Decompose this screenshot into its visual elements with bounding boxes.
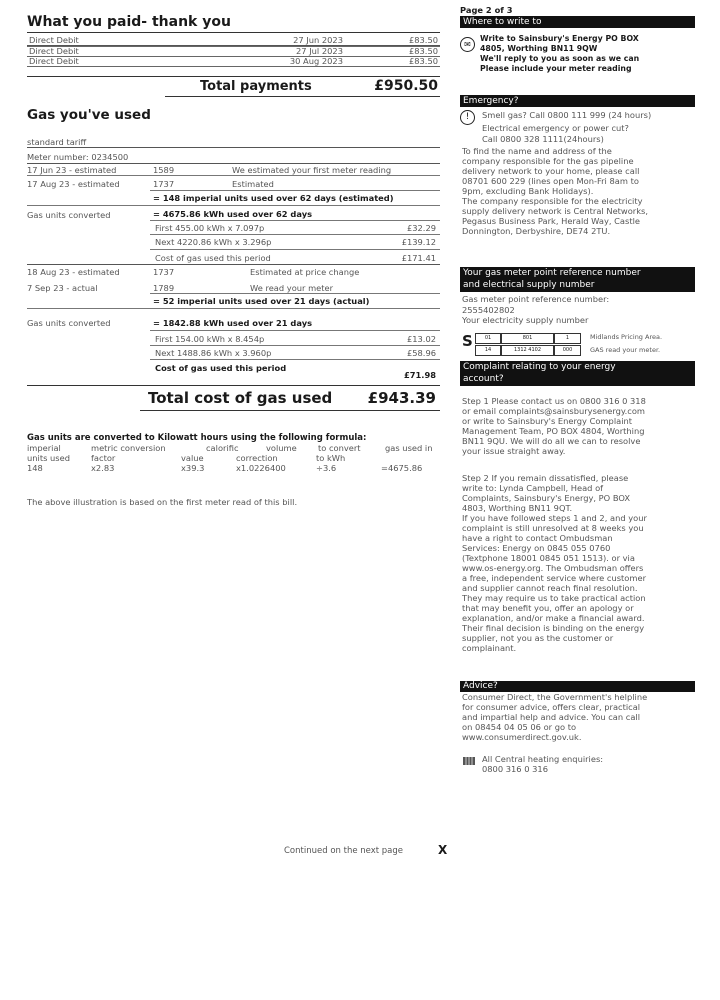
text-line: explanation, and/or make a financial award.	[462, 613, 645, 623]
cost-label: Cost of gas used this period	[155, 253, 271, 263]
text-line: They may require us to take practical action	[462, 593, 646, 603]
text-line: www.os-energy.org. The Ombudsman offers	[462, 563, 644, 573]
divider	[27, 66, 440, 67]
divider	[150, 249, 440, 250]
divider	[150, 345, 440, 346]
divider	[27, 205, 440, 206]
text-line: delivery network to your home, please call	[462, 166, 640, 176]
text-line: (Textphone 18001 0845 051 1513). or via	[462, 553, 635, 563]
formula-value: x39.3	[181, 463, 205, 473]
reading-date: 7 Sep 23 - actual	[27, 283, 98, 293]
divider	[27, 385, 440, 386]
text-line: have a right to contact Ombudsman	[462, 533, 613, 543]
formula-header: volume	[266, 443, 297, 453]
emergency-line: Call 0800 328 1111(24hours)	[482, 134, 604, 144]
continued-mark: X	[438, 843, 448, 857]
meter-number: Meter number: 0234500	[27, 152, 129, 162]
tariff: standard tariff	[27, 137, 87, 147]
formula-value: x1.0226400	[236, 463, 286, 473]
divider	[150, 330, 440, 331]
text-line: a free, independent service where customer	[462, 573, 646, 583]
text-line: that may benefit you, offer an apology or	[462, 603, 634, 613]
text-line: complaint is still unresolved at 8 weeks you	[462, 523, 644, 533]
text-line: To find the name and address of the	[462, 146, 612, 156]
formula-header: to kWh	[316, 453, 346, 463]
text-line: Consumer Direct, the Government's helpline	[462, 692, 648, 702]
text-line: write to: Lynda Campbell, Head of	[462, 483, 604, 493]
page-number: Page 2 of 3	[460, 5, 513, 15]
emergency-body	[462, 146, 648, 236]
payments-title: What you paid- thank you	[27, 14, 231, 30]
formula-value: x2.83	[91, 463, 115, 473]
text-line: and supplier cannot reach final resolution.	[462, 583, 638, 593]
radiator-icon	[462, 755, 476, 767]
supply-label: Your electricity supply number	[462, 315, 589, 325]
reading-note: Estimated	[232, 179, 274, 189]
supply-box: 1	[554, 333, 581, 344]
formula-header: gas used in	[385, 443, 433, 453]
cost-amount: £71.98	[403, 370, 436, 380]
text-line: your issue straight away.	[462, 446, 566, 456]
kwh-used: = 1842.88 kWh used over 21 days	[153, 318, 313, 328]
text-line: 4803, Worthing BN11 9QT.	[462, 503, 573, 513]
reading-value: 1737	[153, 267, 175, 277]
gas-total-label: Total cost of gas used	[148, 389, 333, 407]
formula-heading: Gas units are converted to Kilowatt hours using the following formula:	[27, 433, 367, 443]
heating-line: All Central heating enquiries:	[482, 754, 604, 764]
kwh-used: = 4675.86 kWh used over 62 days	[153, 209, 313, 219]
divider	[150, 190, 440, 191]
reading-value: 1737	[153, 179, 175, 189]
reading-value: 1589	[153, 165, 175, 175]
text-line: Donnington, Derbyshire, DE74 2TU.	[462, 226, 611, 236]
header-line: Your gas meter point reference number	[463, 268, 641, 278]
gas-total-value: £943.39	[367, 389, 436, 407]
charge-amount: £58.96	[406, 348, 436, 358]
warning-icon: !	[460, 110, 475, 125]
cost-amount: £171.41	[401, 253, 436, 263]
divider	[150, 293, 440, 294]
text-line: complainant.	[462, 643, 517, 653]
supply-note: GAS read your meter.	[590, 346, 661, 354]
emergency-header: Emergency?	[460, 95, 695, 107]
formula-value: ÷3.6	[316, 463, 337, 473]
units-used: = 52 imperial units used over 21 days (actual)	[153, 296, 370, 306]
charge-line: First 154.00 kWh x 8.454p	[155, 334, 265, 344]
conversion-label: Gas units converted	[27, 318, 111, 328]
payment-method: Direct Debit	[29, 35, 79, 45]
payment-date: 30 Aug 2023	[289, 56, 343, 66]
formula-header: metric conversion	[91, 443, 166, 453]
text-line: Complaints, Sainsbury's Energy, PO BOX	[462, 493, 631, 503]
header-line: account?	[463, 374, 504, 384]
reading-value: 1789	[153, 283, 175, 293]
formula-header: to convert	[318, 443, 361, 453]
text-line: company responsible for the gas pipeline	[462, 156, 634, 166]
payment-amount: £83.50	[408, 35, 438, 45]
divider	[150, 234, 440, 235]
formula-header: imperial	[27, 443, 61, 453]
where-line: 4805, Worthing BN11 9QW	[480, 44, 598, 53]
advice-header: Advice?	[460, 681, 695, 692]
divider	[27, 46, 440, 47]
formula-value: 148	[27, 463, 43, 473]
reading-date: 17 Aug 23 - estimated	[27, 179, 120, 189]
payment-amount: £83.50	[408, 56, 438, 66]
formula-header: value	[181, 453, 204, 463]
text-line: for consumer advice, offers clear, practical	[462, 702, 641, 712]
text-line: or email complaints@sainsburysenergy.com	[462, 406, 646, 416]
complaint-header	[460, 361, 695, 386]
emergency-line: Electrical emergency or power cut?	[482, 123, 629, 133]
total-payments-label: Total payments	[200, 79, 312, 94]
envelope-icon: ✉	[460, 37, 475, 52]
formula-header: factor	[91, 453, 116, 463]
supply-box: 000	[554, 345, 581, 356]
charge-line: Next 1488.86 kWh x 3.960p	[155, 348, 272, 358]
complaint-step1	[462, 396, 646, 456]
where-line: Write to Sainsbury's Energy PO BOX	[480, 34, 639, 43]
text-line: and impartial help and advice. You can call	[462, 712, 641, 722]
divider	[150, 359, 440, 360]
payment-method: Direct Debit	[29, 46, 79, 56]
mpr-number: 2555402802	[462, 305, 515, 315]
divider	[140, 410, 440, 411]
divider	[27, 175, 440, 176]
where-line: Please include your meter reading	[480, 64, 632, 73]
units-used: = 148 imperial units used over 62 days (estimated)	[153, 193, 394, 203]
reading-date: 18 Aug 23 - estimated	[27, 267, 120, 277]
payment-date: 27 Jul 2023	[296, 46, 343, 56]
formula-header: calorific	[206, 443, 239, 453]
reading-date: 17 Jun 23 - estimated	[27, 165, 117, 175]
divider	[27, 147, 440, 148]
text-line: The company responsible for the electricity	[462, 196, 643, 206]
header-line: and electrical supply number	[463, 280, 595, 290]
formula-header: correction	[236, 453, 278, 463]
table-row	[27, 56, 440, 66]
reading-note: We estimated your first meter reading	[232, 165, 392, 175]
divider	[27, 308, 440, 309]
payment-amount: £83.50	[408, 46, 438, 56]
supply-note: Midlands Pricing Area.	[590, 333, 663, 341]
total-payments-value: £950.50	[374, 78, 438, 94]
header-line: Complaint relating to your energy	[463, 362, 616, 372]
text-line: www.consumerdirect.gov.uk.	[462, 732, 582, 742]
text-line: or write to Sainsbury's Energy Complaint	[462, 416, 633, 426]
where-line: We'll reply to you as soon as we can	[480, 54, 640, 63]
mpr-header	[460, 267, 695, 292]
text-line: Step 1 Please contact us on 0800 316 0 318	[462, 396, 646, 406]
text-line: supplier, not you as the customer or	[462, 633, 614, 643]
text-line: on 08454 04 05 06 or go to	[462, 722, 577, 732]
charge-line: First 455.00 kWh x 7.097p	[155, 223, 265, 233]
table-row	[27, 35, 440, 46]
divider	[150, 220, 440, 221]
gas-title: Gas you've used	[27, 107, 151, 123]
formula-header: units used	[27, 453, 70, 463]
text-line: Pegasus Business Park, Herald Way, Castle	[462, 216, 640, 226]
where-header: Where to write to	[460, 16, 695, 28]
text-line: Step 2 If you remain dissatisfied, please	[462, 473, 629, 483]
reading-note: We read your meter	[250, 283, 334, 293]
charge-amount: £32.29	[406, 223, 436, 233]
supply-s: S	[462, 332, 473, 350]
reading-note: Estimated at price change	[250, 267, 360, 277]
divider	[27, 56, 440, 57]
supply-box: 01	[475, 333, 501, 344]
conversion-label: Gas units converted	[27, 210, 111, 220]
divider	[27, 32, 440, 33]
cost-label: Cost of gas used this period	[155, 363, 287, 373]
text-line: If you have followed steps 1 and 2, and your	[462, 513, 647, 523]
mpr-label: Gas meter point reference number:	[462, 294, 610, 304]
text-line: BN11 9QU. We will do all we can to resolve	[462, 436, 641, 446]
supply-box: 1312 4102	[501, 345, 554, 356]
supply-box: 14	[475, 345, 501, 356]
text-line: 9pm, excluding Bank Holidays).	[462, 186, 594, 196]
text-line: Management Team, PO BOX 4804, Worthing	[462, 426, 645, 436]
complaint-step2	[462, 473, 647, 653]
formula-note: The above illustration is based on the first meter read of this bill.	[27, 497, 298, 507]
payment-date: 27 Jun 2023	[293, 35, 343, 45]
charge-amount: £139.12	[401, 237, 436, 247]
advice-body	[462, 692, 647, 742]
divider	[27, 76, 440, 77]
charge-amount: £13.02	[406, 334, 436, 344]
continued-text: Continued on the next page	[284, 846, 404, 856]
text-line: Their final decision is binding on the energy	[462, 623, 645, 633]
formula-value: =4675.86	[381, 463, 423, 473]
divider	[27, 264, 440, 265]
table-row	[27, 46, 440, 57]
charge-line: Next 4220.86 kWh x 3.296p	[155, 237, 272, 247]
text-line: supply delivery network is Central Networks,	[462, 206, 648, 216]
payment-method: Direct Debit	[29, 56, 79, 66]
text-line: 08701 600 229 (lines open Mon-Fri 8am to	[462, 176, 639, 186]
payments-table	[27, 35, 440, 66]
divider	[165, 96, 440, 97]
supply-box: 801	[501, 333, 554, 344]
divider	[27, 163, 440, 164]
heating-phone: 0800 316 0 316	[482, 764, 548, 774]
text-line: Services: Energy on 0845 055 0760	[462, 543, 611, 553]
emergency-line: Smell gas? Call 0800 111 999 (24 hours)	[482, 110, 652, 120]
